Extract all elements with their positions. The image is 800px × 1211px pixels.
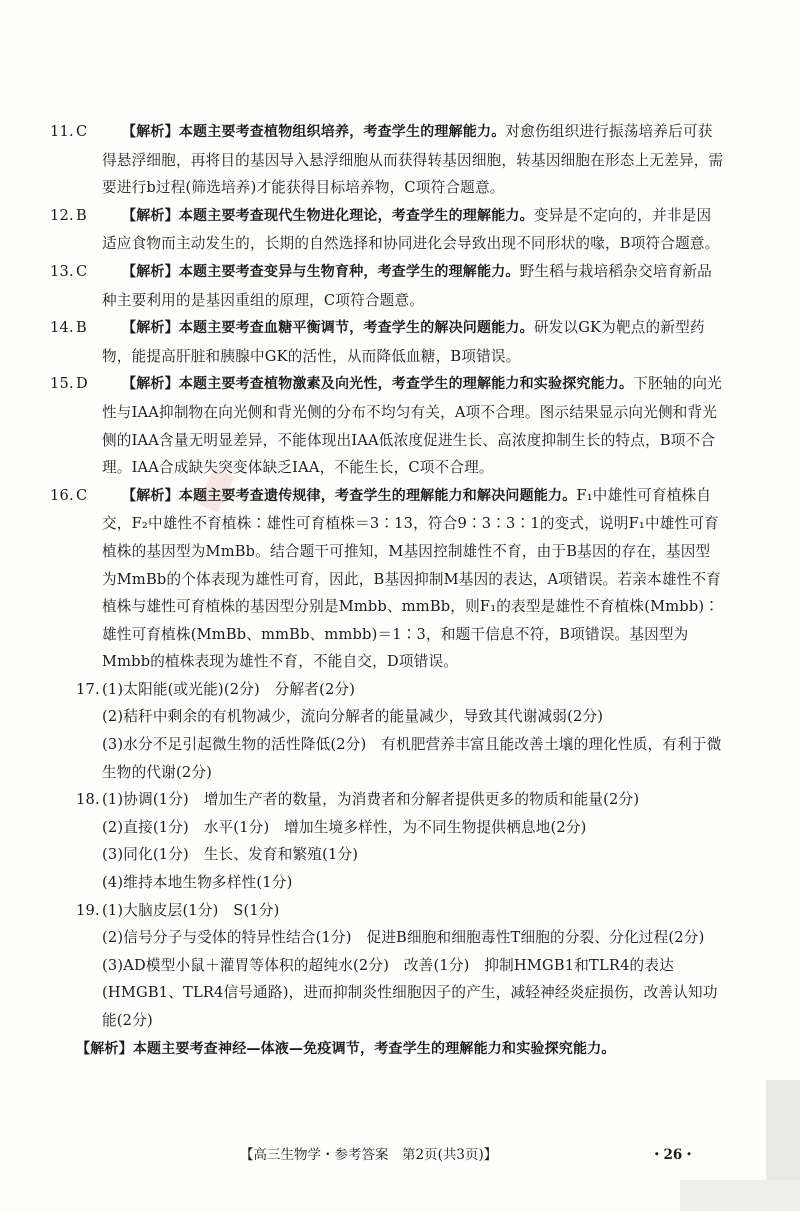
item-answer: C (76, 123, 88, 140)
answer-item-12 (50, 202, 724, 258)
item-number: 13. (50, 262, 74, 280)
sub-answer-text: (3)AD模型小鼠＋灌胃等体积的超纯水(2分) 改善(1分) 抑制HMGB1和TLR4的表达(HMGB1、TLR4信号通路)，进而抑制炎性细胞因子的产生，减轻神经炎症损伤，改善认知功能(2分) (102, 956, 718, 1029)
sub-answer-3 (76, 952, 724, 1035)
item-number: 14. (50, 319, 74, 337)
analysis-label: 【解析】 (122, 263, 179, 280)
final-analysis (76, 1035, 724, 1064)
sub-answer-3 (76, 841, 724, 869)
answer-item-11 (50, 118, 724, 202)
analysis-summary: 本题主要考查现代生物进化理论，考查学生的理解能力。 (178, 207, 534, 224)
item-answer: C (76, 486, 88, 504)
item-number: 17. (76, 680, 100, 698)
item-answer: B (76, 319, 87, 337)
item-number: 18. (76, 791, 100, 809)
analysis-summary: 本题主要考查血糖平衡调节，考查学生的解决问题能力。 (178, 320, 534, 337)
answer-item-19 (76, 897, 724, 1064)
answer-item-13 (50, 258, 724, 314)
item-number: 16. (50, 486, 74, 504)
analysis-label: 【解析】 (122, 124, 179, 140)
sub-answer-1: (1)大脑皮层(1分) S(1分) (102, 901, 280, 919)
sub-answer-2 (76, 924, 724, 952)
analysis-text: 对愈伤组织进行振荡培养后可获得悬浮细胞，再将目的基因导入悬浮细胞从而获得转基因细胞，转基因细胞在形态上无差异，需要进行b过程(筛选培养)才能获得目标培养物，C项符合题意。 (102, 123, 724, 197)
answer-item-16 (50, 482, 724, 676)
analysis-text: 野生稻与栽培稻杂交培育新品种主要利用的是基因重组的原理，C项符合题意。 (102, 262, 712, 309)
analysis-label: 【解析】 (122, 207, 179, 224)
answer-content (50, 118, 724, 1063)
answer-item-18 (76, 786, 724, 896)
footer-text: 【高三生物学・参考答案 第2页(共3页)】 (240, 1147, 498, 1163)
sub-answer-text: (4)维持本地生物多样性(1分) (102, 874, 293, 892)
analysis-text: 变异是不定向的，并非是因适应食物而主动发生的，长期的自然选择和协同进化会导致出现不同形状的喙，B项符合题意。 (102, 206, 720, 253)
item-number: 11. (50, 123, 74, 140)
item-number: 19. (76, 901, 100, 919)
scan-shadow-bottom (680, 1180, 800, 1211)
analysis-summary: 本题主要考查遗传规律，考查学生的理解能力和解决问题能力。 (178, 487, 577, 504)
sub-answer-text: (3)同化(1分) 生长、发育和繁殖(1分) (102, 846, 359, 864)
analysis-label: 【解析】 (122, 487, 179, 504)
sub-answer-text: (2)信号分子与受体的特异性结合(1分) 促进B细胞和细胞毒性T细胞的分裂、分化过程(2分) (102, 929, 705, 947)
sub-answer-1: (1)太阳能(或光能)(2分) 分解者(2分) (102, 680, 356, 698)
analysis-summary: 本题主要考查植物组织培养，考查学生的理解能力。 (178, 124, 506, 140)
sub-answer-4 (76, 869, 724, 897)
item-number: 15. (50, 375, 74, 393)
analysis-label: 【解析】 (122, 320, 179, 337)
analysis-summary: 本题主要考查神经—体液—免疫调节，考查学生的理解能力和实验探究能力。 (132, 1040, 616, 1057)
sub-answer-1: (1)协调(1分) 增加生产者的数量，为消费者和分解者提供更多的物质和能量(2分) (102, 791, 640, 809)
analysis-text: 研发以GK为靶点的新型药物，能提高肝脏和胰腺中GK的活性，从而降低血糖，B项错误。 (102, 319, 705, 365)
sub-answer-2 (76, 814, 724, 842)
item-answer: B (76, 206, 87, 224)
analysis-summary: 本题主要考查变异与生物育种，考查学生的理解能力。 (178, 263, 520, 280)
sub-answer-text: (2)直接(1分) 水平(1分) 增加生境多样性，为不同生物提供栖息地(2分) (102, 818, 587, 836)
item-answer: C (76, 262, 88, 280)
answer-item-17 (76, 676, 724, 786)
analysis-label: 【解析】 (76, 1040, 133, 1057)
answer-item-15 (50, 370, 724, 481)
page-footer (240, 1142, 700, 1168)
item-number: 12. (50, 206, 74, 224)
sub-answer-text: (2)秸秆中剩余的有机物减少，流向分解者的能量减少，导致其代谢减弱(2分) (102, 708, 604, 726)
analysis-text: 下胚轴的向光性与IAA抑制物在向光侧和背光侧的分布不均匀有关，A项不合理。图示结果显示向光侧和背光侧的IAA含量无明显差异，不能体现出IAA低浓度促进生长、高浓度抑制生长的特点，B项不合理。IAA合成缺失突变体缺乏IAA，不能生长，C项不合理。 (102, 375, 722, 477)
item-answer: D (76, 375, 88, 393)
sub-answer-2 (76, 703, 724, 731)
analysis-text: F₁中雄性可育植株自交，F₂中雄性不育植株∶雄性可育植株＝3∶13，符合9∶3∶3∶1的变式，说明F₁中雄性可育植株的基因型为MmBb。结合题干可推知，M基因控制雄性不育，由于B基因的存在，基因型为MmBb的个体表现为雄性可育，因此，B基因抑制M基因的表达，A项错误。若亲本雄性不育植株与雄性可育植株的基因型分别是Mmbb、mmBb，则F₁的表型是雄性不育植株(Mmbb)∶雄性可育植株(MmBb、mmBb、mmbb)＝1∶3，和题干信息不符，B项错误。基因型为Mmbb的植株表现为雄性不育，不能自交，D项错误。 (102, 486, 722, 671)
sub-answer-text: (3)水分不足引起微生物的活性降低(2分) 有机肥营养丰富且能改善土壤的理化性质，有利于微生物的代谢(2分) (102, 736, 722, 781)
sub-answer-3 (76, 731, 724, 786)
page-number: ・26・ (650, 1147, 696, 1163)
analysis-label: 【解析】 (122, 376, 179, 393)
answer-item-14 (50, 314, 724, 370)
analysis-summary: 本题主要考查植物激素及向光性，考查学生的理解能力和实验探究能力。 (178, 376, 634, 393)
